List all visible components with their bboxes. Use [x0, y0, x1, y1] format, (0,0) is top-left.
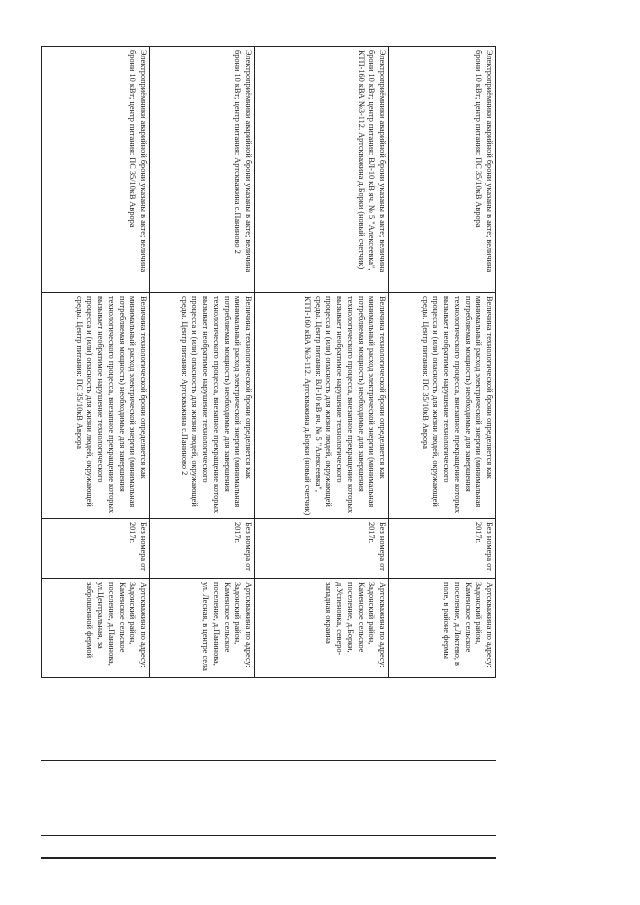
cell-doc: Без номера от 2017г. [128, 522, 148, 571]
cell-rationale: Величина технологической брони определяется как минимальный расход электрической энергии (минимальная потребляемая мощность) необходимые для завершения технологического процесса, внезапное прекращение которых вызывает необратимое нарушение технологического процесса и (или) опасность для жизни людей, окружающей среды. Центр питания: ПС 35/10кВ Аврора [420, 296, 494, 514]
row-divider [254, 46, 255, 678]
cell-address: Артскважина по адресу: Задонский район, Каменское сельское поселение, д.Локтево, в поле, в районе фермы [442, 582, 494, 668]
cell-rationale: Величина технологической брони определяется как минимальный расход электрической энергии (минимальная потребляемая мощность) необходимые для завершения технологического процесса, внезапное прекращение которых вызывает необратимое нарушение технологического процесса и (или) опасность для жизни людей, окружающей среды. Центр питания: ВЛ-10 кВ яч. № 5 "Алексеевка", КТП-160 кВА №3-112. Артскважина д.Борки (новый счетчик) [303, 296, 387, 516]
cell-address: Артскважина по адресу: Задонский район, Каменское сельское поселение, д.Панинова, ул.Центральная, за заброшенной фермой [85, 582, 148, 668]
cell-rationale: Величина технологической брони определяется как минимальный расход электрической энергии (минимальная потребляемая мощность) необходимые для завершения технологического процесса, внезапное прекращение которых вызывает необратимое нарушение технологического процесса и (или) опасность для жизни людей, окружающей среды. Центр питания: Артскважина с.Паниново 2 [179, 296, 253, 514]
cell-note: Электроприёмники аварийной брони указаны в акте; величина брони 10 кВт; центр питания: ВЛ-10 кВ яч. № 5 "Алексеевка", КТП-160 кВА №3-112. Артскважина д.Борки (новый счетчик) [356, 50, 387, 273]
cell-note: Электроприёмники аварийной брони указаны в акте; величина брони 10 кВт; центр питания: ПС 35/10кВ Аврора [474, 50, 494, 273]
footer-rule [41, 760, 496, 761]
column-divider [41, 292, 496, 293]
cell-rationale: Величина технологической брони определяется как минимальный расход электрической энергии (минимальная потребляемая мощность) необходимые для завершения технологического процесса, внезапное прекращение которых вызывает необратимое нарушение технологического процесса и (или) опасность для жизни людей, окружающей среды. Центр питания: ПС 35/10кВ Аврора [74, 296, 148, 514]
cell-doc: Без номера от 2017г. [367, 522, 387, 571]
cell-note: Электроприёмники аварийной брони указаны в акте; величина брони 10 кВт; центр питания: Артскважина с.Паниново 2 [233, 50, 253, 273]
cell-note: Электроприёмники аварийной брони указаны в акте; величина брони 10 кВт; центр питания: ПС 35/10кВ Аврора [128, 50, 148, 273]
cell-doc: Без номера от 2017г. [233, 522, 253, 571]
column-divider [41, 578, 496, 579]
cell-address: Артскважина по адресу: Задонский район, Каменское сельское поселение, д.Панинова, ул. Лесная, в центре села [201, 582, 253, 671]
cell-doc: Без номера от 2017г. [474, 522, 494, 571]
row-divider [149, 46, 150, 678]
cell-address: Артскважина по адресу: Задонский район, Каменское сельское поселение, д.Борки, д.Успеновка, северо-западная окраина [324, 582, 387, 668]
footer-rule [41, 835, 496, 836]
footer-rule [41, 857, 496, 859]
column-divider [41, 518, 496, 519]
row-divider [388, 46, 389, 678]
